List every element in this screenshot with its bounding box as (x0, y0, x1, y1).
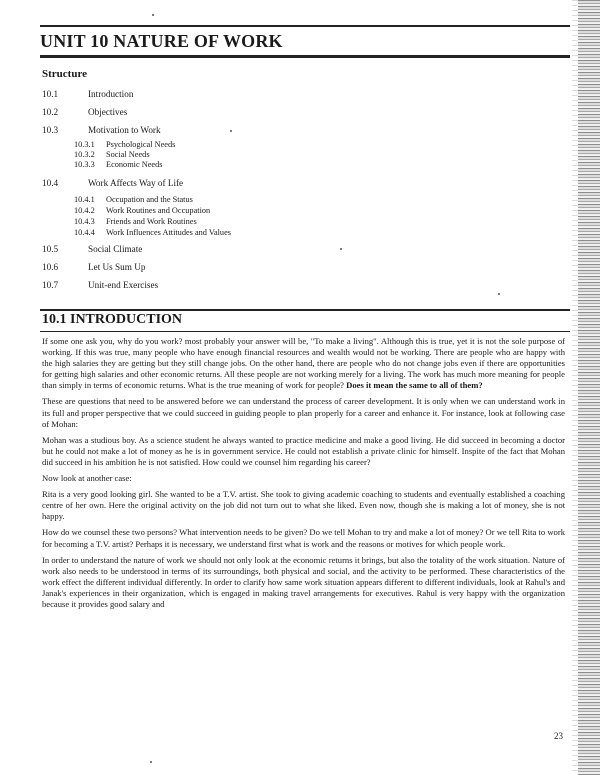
toc-number: 10.4.1 (74, 195, 95, 204)
paragraph-bold-question: Does it mean the same to all of them? (346, 380, 483, 391)
toc-label: Motivation to Work (88, 125, 161, 135)
section-body (42, 336, 565, 615)
toc-number: 10.4.4 (74, 228, 95, 237)
toc-label: Unit-end Exercises (88, 280, 159, 290)
section-rule-top (40, 309, 570, 311)
toc-number: 10.5 (42, 244, 59, 254)
paragraph: How do we counsel these two persons? What intervention needs to be given? Do we tell Mohan to try and make a lot of money? Or we tell Rita to work for becoming a T.V. artist? Perhaps it is necessary, we understand first what is work and the reasons or motives for which people work. (42, 527, 565, 549)
toc-number: 10.3.2 (74, 150, 95, 159)
toc-number: 10.4.2 (74, 206, 95, 215)
unit-title: UNIT 10 NATURE OF WORK (40, 31, 283, 51)
toc-label: Objectives (88, 107, 128, 117)
toc-label: Work Routines and Occupation (106, 206, 211, 215)
paragraph (42, 336, 565, 391)
toc-label: Friends and Work Routines (106, 217, 197, 226)
paragraph: Rita is a very good looking girl. She wanted to be a T.V. artist. She took to giving academic coaching to students and eventually established a coaching centre of her own. Here the original activity on the job did not turn out to what she liked. Even now, though she is making a lot of money, she is not happy. (42, 489, 565, 522)
toc-number: 10.4 (42, 178, 59, 188)
scan-speck (340, 248, 342, 250)
toc-number: 10.1 (42, 89, 59, 99)
toc-label: Occupation and the Status (106, 195, 193, 204)
scan-speck (498, 293, 500, 295)
toc-number: 10.6 (42, 262, 59, 272)
toc-label: Let Us Sum Up (88, 262, 146, 272)
toc-label: Work Influences Attitudes and Values (106, 228, 231, 237)
toc-label: Economic Needs (106, 160, 163, 169)
scan-speck (230, 130, 232, 132)
scan-speck (152, 14, 154, 16)
title-rule (40, 55, 570, 58)
toc-label: Work Affects Way of Life (88, 178, 184, 188)
scan-speck (150, 761, 152, 763)
paragraph: Mohan was a studious boy. As a science student he always wanted to practice medicine and make a good living. He did succeed in becoming a doctor but he could not make a lot of money as he is in government service. He could not establish a private clinic for himself. Inspite of the fact that Mohan did succeed in his ambition he is not satisfied. How could we counsel him regarding his career? (42, 434, 565, 467)
toc-label: Psychological Needs (106, 140, 176, 149)
section-rule-bottom (40, 331, 570, 332)
scanned-page-shadow (572, 0, 578, 775)
paragraph-text: If some one ask you, why do you work? most probably your answer will be, "To make a living". Although this is true, yet it is not the sole purpose of working. If this was true, many people who have enough financial resources and wealth would not be working. There are people who are happy with the high salaries they are getting but they still change jobs. On the other hand, there are people who do not change jobs even if there are opportunities for getting high salaries and other economic returns. All these people are not working merely for a living. The work has much more meaning for people than simply in terms of economic returns. What is the true meaning of work for people? (42, 336, 565, 391)
paragraph: Now look at another case: (42, 473, 132, 484)
toc-number: 10.4.3 (74, 217, 95, 226)
page-number: 23 (554, 731, 563, 741)
section-title: 10.1 INTRODUCTION (42, 312, 183, 327)
paragraph: These are questions that need to be answered before we can understand the process of career development. It is only when we can understand work in its full and proper perspective that we could succeed in guiding people to plan properly for a career and enhance it. For instance, look at following case of Mohan: (42, 396, 565, 429)
toc-label: Social Needs (106, 150, 150, 159)
structure-heading: Structure (42, 68, 88, 80)
toc-number: 10.3 (42, 125, 59, 135)
top-rule (40, 25, 570, 27)
paragraph: In order to understand the nature of work we should not only look at the economic returns it brings, but also the totality of the work situation. Nature of work also needs to be understood in terms of its surroundings, both physical and social, and the activity to be performed. These characteristics of the work effect the different individual differently. In order to clarify how same work situation appears different to different individuals, look at Rahul's and Janak's experiences in their organization, which is engaged in making travel arrangements for executives. Rahul is very happy with the organization because it provides good salary and (42, 554, 565, 609)
scanned-page-edge (578, 0, 600, 775)
toc-label: Introduction (88, 89, 134, 99)
toc-label: Social Climate (88, 244, 143, 254)
toc-number: 10.2 (42, 107, 59, 117)
toc-number: 10.7 (42, 280, 59, 290)
toc-number: 10.3.3 (74, 160, 95, 169)
toc-number: 10.3.1 (74, 140, 95, 149)
